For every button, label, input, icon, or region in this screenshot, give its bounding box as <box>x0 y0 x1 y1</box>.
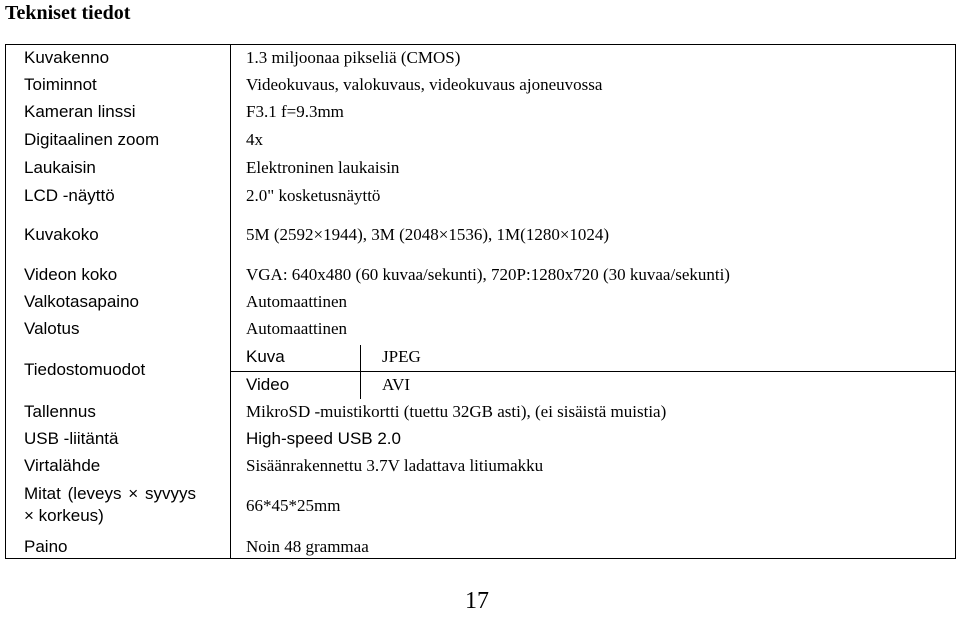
spec-label: Virtalähde <box>24 456 101 475</box>
spec-value: Elektroninen laukaisin <box>246 158 400 177</box>
spec-label: Kuvakenno <box>24 48 110 67</box>
spec-value: VGA: 640x480 (60 kuvaa/sekunti), 720P:1280x720 (30 kuvaa/sekunti) <box>246 265 730 284</box>
page-number: 17 <box>465 588 489 614</box>
spec-label: Tiedostomuodot <box>24 360 146 379</box>
page-title: Tekniset tiedot <box>5 2 131 24</box>
spec-label: Valkotasapaino <box>24 292 139 311</box>
format-value: AVI <box>382 375 411 394</box>
format-type: Kuva <box>246 347 285 366</box>
spec-value: 2.0" kosketusnäyttö <box>246 186 381 205</box>
spec-label: USB -liitäntä <box>24 429 119 448</box>
spec-label: Laukaisin <box>24 158 96 177</box>
spec-value: 66*45*25mm <box>246 496 341 515</box>
spec-value: MikroSD -muistikortti (tuettu 32GB asti), (ei sisäistä muistia) <box>246 402 667 421</box>
spec-value: Automaattinen <box>246 319 348 338</box>
spec-label: Paino <box>24 537 68 556</box>
spec-value: Videokuvaus, valokuvaus, videokuvaus ajoneuvossa <box>246 75 603 94</box>
subtable-column-divider <box>360 345 361 399</box>
format-type: Video <box>246 375 290 394</box>
spec-label: LCD -näyttö <box>24 186 115 205</box>
spec-label: Valotus <box>24 319 80 338</box>
spec-value: 5M (2592×1944), 3M (2048×1536), 1M(1280×1024) <box>246 225 610 244</box>
spec-label: Digitaalinen zoom <box>24 130 160 149</box>
spec-label: Mitat (leveys × syvyys × korkeus) <box>24 484 196 525</box>
spec-label: Toiminnot <box>24 75 97 94</box>
spec-value: Noin 48 grammaa <box>246 537 369 556</box>
spec-label: Tallennus <box>24 402 96 421</box>
spec-value: 4x <box>246 130 263 149</box>
spec-label: Kuvakoko <box>24 225 99 244</box>
spec-value: Automaattinen <box>246 292 348 311</box>
file-formats-subtable <box>231 345 955 399</box>
specifications-table <box>5 44 956 559</box>
spec-label: Videon koko <box>24 265 118 284</box>
spec-value: Sisäänrakennettu 3.7V ladattava litiumakku <box>246 456 544 475</box>
column-divider <box>230 45 231 558</box>
spec-label: Kameran linssi <box>24 102 136 121</box>
subtable-row-divider <box>231 371 955 372</box>
format-value: JPEG <box>382 347 421 366</box>
spec-value: 1.3 miljoonaa pikseliä (CMOS) <box>246 48 461 67</box>
spec-value: F3.1 f=9.3mm <box>246 102 344 121</box>
spec-value: High-speed USB 2.0 <box>246 429 401 448</box>
